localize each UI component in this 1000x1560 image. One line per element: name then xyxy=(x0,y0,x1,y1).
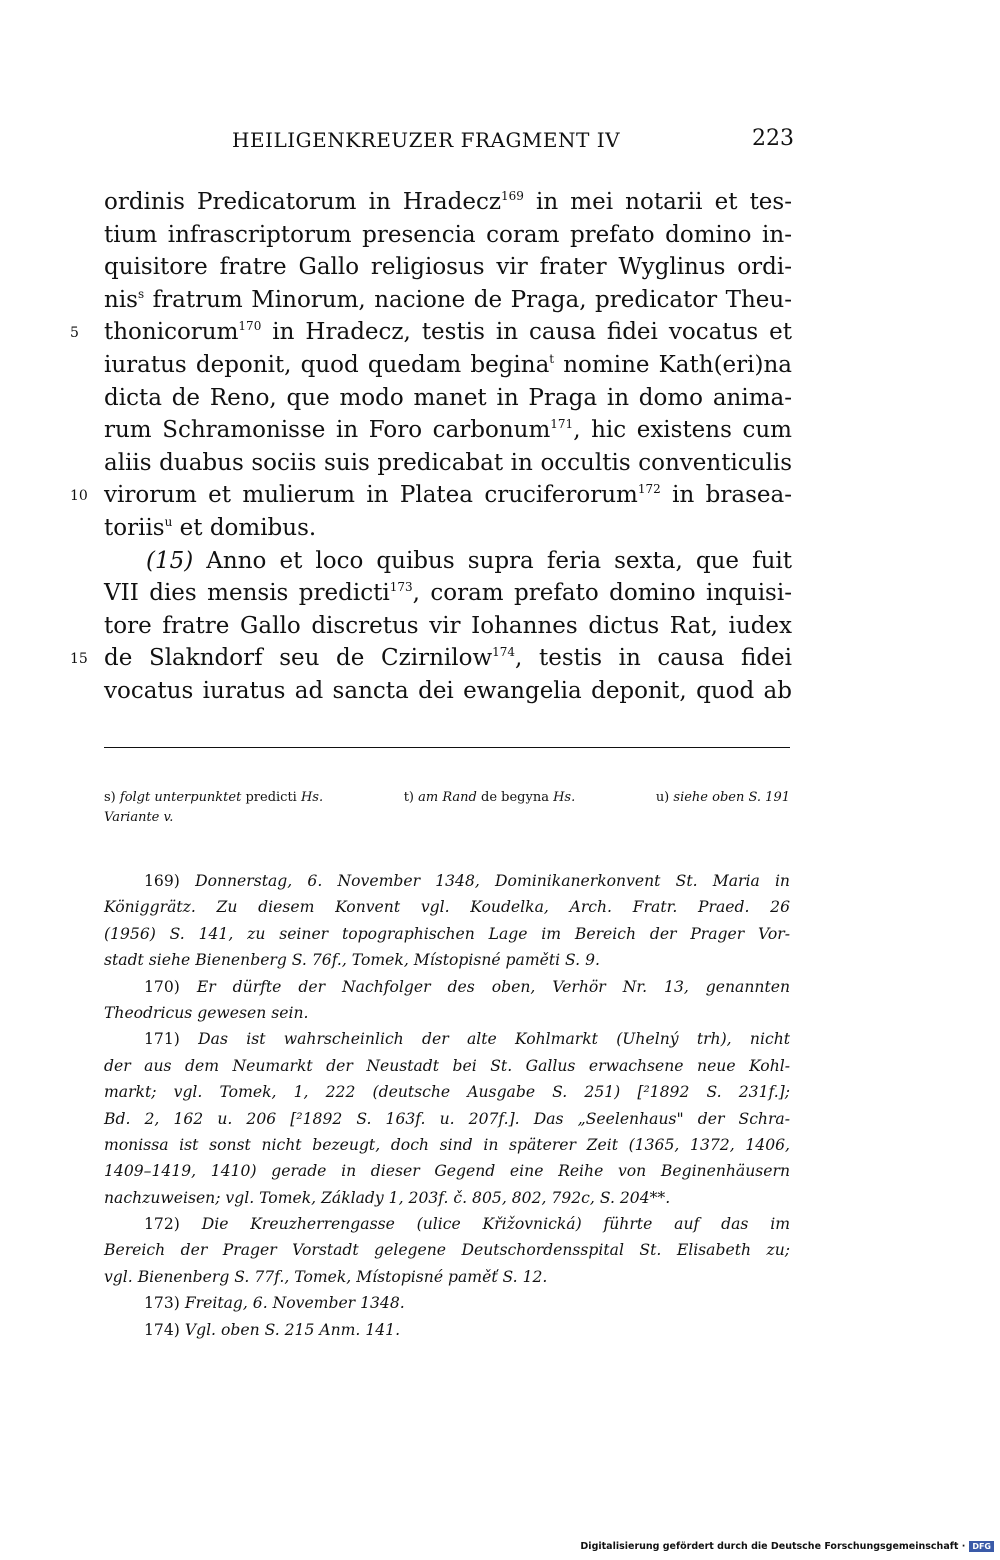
line-number-10: 10 xyxy=(70,488,88,504)
text-line: quisitore fratre Gallo religiosus vir frater Wyglinus ordi- xyxy=(104,254,792,281)
text-line: nis$^s$ fratrum Minorum, nacione de Praga, predicator Theu- xyxy=(104,286,792,313)
text-line: aliis duabus sociis suis predicabat in occultis conventiculis xyxy=(104,449,792,476)
main-text xyxy=(104,186,792,708)
dfg-logo-icon: DFG xyxy=(969,1541,994,1552)
page-number: 223 xyxy=(752,126,794,151)
text-line: thonicorum$^{170}$ in Hradecz, testis in causa fidei vocatus et xyxy=(104,319,792,346)
text-line: tium infrascriptorum presencia coram prefato domino in- xyxy=(104,221,792,248)
text-line: iuratus deponit, quod quedam begina$^t$ nomine Kath(eri)na xyxy=(104,351,793,378)
text-line: (15) Anno et loco quibus supra feria sexta, que fuit xyxy=(146,547,792,574)
text-line: virorum et mulierum in Platea cruciferorum$^{172}$ in brasea- xyxy=(104,482,792,509)
footnote-ref: 172 xyxy=(637,482,661,497)
text-line: ordinis Predicatorum in Hradecz$^{169}$ in mei notarii et tes- xyxy=(104,189,792,215)
text-line: vocatus iuratus ad sancta dei ewangelia deponit, quod ab xyxy=(104,677,792,704)
variant-ref: t xyxy=(549,351,555,366)
variant-ref: s xyxy=(137,286,145,301)
footnote-170: 170) Er dürfte der Nachfolger des oben, Verhör Nr. 13, genannten Theodricus gewesen sein. xyxy=(104,977,790,1022)
text-line: de Slakndorf seu de Czirnilow$^{174}$, testis in causa fidei xyxy=(104,645,792,672)
footnote-ref: 173 xyxy=(389,580,413,595)
footnote-173: 173) Freitag, 6. November 1348. xyxy=(144,1294,405,1313)
text-line: toriis$^u$ et domibus. xyxy=(104,514,317,541)
apparatus-entry-s: s) folgt unterpunktet predicti Hs. xyxy=(104,790,324,805)
footnote-172: 172) Die Kreuzherrengasse (ulice Křižovnická) führte auf das im Bereich der Prager Vorstadt gelegene Deutschordensspital St. Elisabeth zu; vgl. Bienenberg S. 77f., Tomek, Místopisné paměť S. 12. xyxy=(104,1215,790,1286)
footnote-174: 174) Vgl. oben S. 215 Anm. 141. xyxy=(144,1320,401,1339)
text-line: dicta de Reno, que modo manet in Praga in domo anima- xyxy=(104,384,792,411)
funding-credit xyxy=(580,1541,994,1552)
footnote-ref: 174 xyxy=(492,645,516,660)
critical-apparatus xyxy=(104,788,790,828)
text-line: tore fratre Gallo discretus vir Iohannes dictus Rat, iudex xyxy=(104,612,792,639)
running-head: HEILIGENKREUZER FRAGMENT IV xyxy=(232,128,621,152)
footnote-169: 169) Donnerstag, 6. November 1348, Dominikanerkonvent St. Maria in Königgrätz. Zu diesem Konvent vgl. Koudelka, Arch. Fratr. Praed. 26 (1956) S. 141, zu seiner topographischen Lage im Bereich der Prager Vor- stadt siehe Bienenberg S. 76f., Tomek, Místopisné paměti S. 9. xyxy=(104,872,790,970)
apparatus-entry-t: t) am Rand de begyna Hs. xyxy=(403,790,576,805)
funding-text: Digitalisierung gefördert durch die Deutsche Forschungsgemeinschaft · xyxy=(580,1541,966,1552)
footnote-ref: 170 xyxy=(238,319,262,334)
apparatus-entry-u: u) siehe oben S. 191 xyxy=(655,790,790,805)
text-line: VII dies mensis predicti$^{173}$, coram prefato domino inquisi- xyxy=(104,580,792,607)
section-number: (15) xyxy=(146,547,194,574)
footnote-ref: 169 xyxy=(500,189,524,203)
footnote-ref: 171 xyxy=(550,417,574,432)
text-line: rum Schramonisse in Foro carbonum$^{171}$, hic existens cum xyxy=(104,417,792,444)
apparatus-continuation: Variante v. xyxy=(104,810,174,825)
footnote-171: 171) Das ist wahrscheinlich der alte Kohlmarkt (Uhelný trh), nicht der aus dem Neumarkt der Neustadt bei St. Gallus erwachsene neue Kohl- markt; vgl. Tomek, 1, 222 (deutsche Ausgabe S. 251) [²1892 S. 231f.]; Bd. 2, 162 u. 206 [²1892 S. 163f. u. 207f.]. Das „Seelenhaus" der Schra- monissa ist sonst nicht bezeugt, doch sind in späterer Zeit (1365, 1372, 1406, 1409–1419, 1410) gerade in dieser Gegend eine Reihe von Beginenhäusern nachzuweisen; vgl. Tomek, Základy 1, 203f. č. 805, 802, 792c, S. 204**. xyxy=(104,1030,790,1207)
footnote-separator xyxy=(104,747,790,748)
line-number-5: 5 xyxy=(70,325,79,341)
variant-ref: u xyxy=(164,514,173,529)
footnotes xyxy=(104,868,790,1343)
line-number-15: 15 xyxy=(70,651,88,667)
